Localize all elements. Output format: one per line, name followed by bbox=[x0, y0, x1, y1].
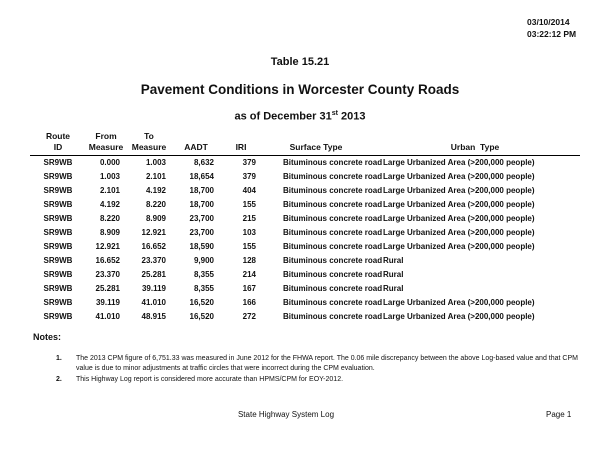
table-row bbox=[30, 310, 580, 324]
cell-surface_type: Bituminous concrete road bbox=[283, 242, 383, 251]
cell-aadt: 16,520 bbox=[189, 312, 214, 321]
cell-aadt: 18,700 bbox=[189, 186, 214, 195]
pavement-table-body bbox=[30, 156, 580, 325]
cell-route_id: SR9WB bbox=[43, 270, 73, 279]
table-row bbox=[30, 184, 580, 198]
cell-iri: 379 bbox=[242, 158, 256, 167]
column-header-iri: IRI bbox=[220, 131, 262, 156]
cell-aadt: 23,700 bbox=[189, 228, 214, 237]
column-header-from_measure: From Measure bbox=[86, 131, 126, 156]
column-header-urban_type: Urban Type bbox=[370, 131, 580, 156]
footer-report-name: State Highway System Log bbox=[237, 410, 335, 419]
page-title: Pavement Conditions in Worcester County Roads bbox=[140, 82, 460, 97]
cell-aadt: 8,632 bbox=[193, 158, 214, 167]
table-row bbox=[30, 254, 580, 268]
cell-to_measure: 39.119 bbox=[141, 284, 166, 293]
print-time: 03:22:12 PM bbox=[527, 29, 577, 39]
cell-aadt: 23,700 bbox=[189, 214, 214, 223]
notes-section bbox=[33, 332, 583, 387]
table-row bbox=[30, 240, 580, 254]
as-of-suffix: 2013 bbox=[337, 110, 366, 123]
cell-urban_type: Large Urbanized Area (>200,000 people) bbox=[383, 242, 535, 251]
cell-from_measure: 23.370 bbox=[95, 270, 120, 279]
cell-aadt: 9,900 bbox=[193, 256, 214, 265]
cell-surface_type: Bituminous concrete road bbox=[283, 228, 383, 237]
cell-surface_type: Bituminous concrete road bbox=[283, 158, 383, 167]
cell-surface_type: Bituminous concrete road bbox=[283, 186, 383, 195]
table-row bbox=[30, 226, 580, 240]
cell-route_id: SR9WB bbox=[43, 284, 73, 293]
as-of-date bbox=[0, 110, 600, 123]
cell-route_id: SR9WB bbox=[43, 214, 73, 223]
cell-surface_type: Bituminous concrete road bbox=[283, 172, 383, 181]
cell-surface_type: Bituminous concrete road bbox=[283, 256, 383, 265]
table-row bbox=[30, 170, 580, 184]
as-of-superscript: st bbox=[331, 110, 338, 117]
cell-urban_type: Rural bbox=[383, 270, 404, 279]
cell-iri: 272 bbox=[242, 312, 256, 321]
column-header-aadt: AADT bbox=[172, 131, 220, 156]
cell-iri: 128 bbox=[242, 256, 256, 265]
notes-list bbox=[33, 354, 583, 385]
cell-to_measure: 8.909 bbox=[145, 214, 166, 223]
cell-to_measure: 48.915 bbox=[141, 312, 166, 321]
note-text: This Highway Log report is considered more accurate than HPMS/CPM for EOY-2012. bbox=[76, 376, 344, 383]
table-header-row bbox=[30, 131, 580, 156]
cell-urban_type: Rural bbox=[383, 284, 404, 293]
table-row bbox=[30, 282, 580, 296]
cell-urban_type: Large Urbanized Area (>200,000 people) bbox=[383, 200, 535, 209]
cell-from_measure: 2.101 bbox=[99, 186, 120, 195]
cell-to_measure: 16.652 bbox=[141, 242, 166, 251]
column-header-route_id: Route ID bbox=[30, 131, 86, 156]
note-text: The 2013 CPM figure of 6,751.33 was measured in June 2012 for the FHWA report. The 0.06 mile discrepancy between the above Log-based value and that CPM value is due to minor adjustments at traffic circles that were incorrect during the CPM evaluation. bbox=[76, 355, 578, 372]
cell-from_measure: 4.192 bbox=[99, 200, 120, 209]
cell-route_id: SR9WB bbox=[43, 242, 73, 251]
cell-to_measure: 12.921 bbox=[141, 228, 166, 237]
cell-route_id: SR9WB bbox=[43, 200, 73, 209]
note-item bbox=[33, 375, 583, 385]
cell-iri: 167 bbox=[242, 284, 256, 293]
cell-iri: 379 bbox=[242, 172, 256, 181]
cell-route_id: SR9WB bbox=[43, 298, 73, 307]
cell-aadt: 18,654 bbox=[189, 172, 214, 181]
cell-to_measure: 8.220 bbox=[145, 200, 166, 209]
cell-from_measure: 8.909 bbox=[99, 228, 120, 237]
cell-to_measure: 4.192 bbox=[145, 186, 166, 195]
print-date: 03/10/2014 bbox=[527, 17, 570, 27]
cell-urban_type: Rural bbox=[383, 256, 404, 265]
cell-from_measure: 16.652 bbox=[95, 256, 120, 265]
cell-to_measure: 23.370 bbox=[141, 256, 166, 265]
cell-from_measure: 8.220 bbox=[99, 214, 120, 223]
table-header bbox=[30, 131, 580, 156]
cell-iri: 215 bbox=[242, 214, 256, 223]
cell-route_id: SR9WB bbox=[43, 158, 73, 167]
cell-from_measure: 12.921 bbox=[95, 242, 120, 251]
cell-urban_type: Large Urbanized Area (>200,000 people) bbox=[383, 186, 535, 195]
note-item bbox=[33, 354, 583, 373]
cell-iri: 155 bbox=[242, 242, 256, 251]
cell-surface_type: Bituminous concrete road bbox=[283, 214, 383, 223]
table-row bbox=[30, 268, 580, 282]
table-row bbox=[30, 296, 580, 310]
note-number: 1. bbox=[56, 355, 62, 362]
cell-aadt: 16,520 bbox=[189, 298, 214, 307]
cell-aadt: 8,355 bbox=[193, 270, 214, 279]
table-row bbox=[30, 156, 580, 171]
cell-from_measure: 39.119 bbox=[95, 298, 120, 307]
cell-iri: 166 bbox=[242, 298, 256, 307]
table-number: Table 15.21 bbox=[270, 56, 330, 68]
cell-surface_type: Bituminous concrete road bbox=[283, 298, 383, 307]
cell-iri: 404 bbox=[242, 186, 256, 195]
cell-aadt: 8,355 bbox=[193, 284, 214, 293]
cell-route_id: SR9WB bbox=[43, 256, 73, 265]
cell-from_measure: 41.010 bbox=[95, 312, 120, 321]
cell-urban_type: Large Urbanized Area (>200,000 people) bbox=[383, 298, 535, 307]
cell-urban_type: Large Urbanized Area (>200,000 people) bbox=[383, 312, 535, 321]
cell-to_measure: 25.281 bbox=[141, 270, 166, 279]
pavement-conditions-table bbox=[30, 131, 580, 324]
cell-aadt: 18,700 bbox=[189, 200, 214, 209]
note-number: 2. bbox=[56, 376, 62, 383]
cell-surface_type: Bituminous concrete road bbox=[283, 312, 383, 321]
cell-to_measure: 1.003 bbox=[145, 158, 166, 167]
cell-from_measure: 1.003 bbox=[99, 172, 120, 181]
cell-iri: 214 bbox=[242, 270, 256, 279]
cell-surface_type: Bituminous concrete road bbox=[283, 270, 383, 279]
cell-from_measure: 25.281 bbox=[95, 284, 120, 293]
cell-urban_type: Large Urbanized Area (>200,000 people) bbox=[383, 214, 535, 223]
cell-iri: 155 bbox=[242, 200, 256, 209]
cell-urban_type: Large Urbanized Area (>200,000 people) bbox=[383, 172, 535, 181]
cell-route_id: SR9WB bbox=[43, 172, 73, 181]
cell-aadt: 18,590 bbox=[189, 242, 214, 251]
footer-page-number: Page 1 bbox=[546, 410, 572, 419]
column-header-to_measure: To Measure bbox=[126, 131, 172, 156]
cell-from_measure: 0.000 bbox=[99, 158, 120, 167]
cell-iri: 103 bbox=[242, 228, 256, 237]
cell-route_id: SR9WB bbox=[43, 186, 73, 195]
title-block bbox=[0, 56, 600, 123]
notes-heading: Notes: bbox=[33, 332, 62, 342]
print-datetime bbox=[527, 16, 576, 40]
table-row bbox=[30, 198, 580, 212]
cell-surface_type: Bituminous concrete road bbox=[283, 200, 383, 209]
column-header-surface_type: Surface Type bbox=[262, 131, 370, 156]
cell-to_measure: 2.101 bbox=[145, 172, 166, 181]
cell-urban_type: Large Urbanized Area (>200,000 people) bbox=[383, 158, 535, 167]
as-of-prefix: as of December 31 bbox=[234, 110, 332, 123]
table-row bbox=[30, 212, 580, 226]
cell-route_id: SR9WB bbox=[43, 228, 73, 237]
cell-surface_type: Bituminous concrete road bbox=[283, 284, 383, 293]
cell-route_id: SR9WB bbox=[43, 312, 73, 321]
cell-to_measure: 41.010 bbox=[141, 298, 166, 307]
cell-urban_type: Large Urbanized Area (>200,000 people) bbox=[383, 228, 535, 237]
